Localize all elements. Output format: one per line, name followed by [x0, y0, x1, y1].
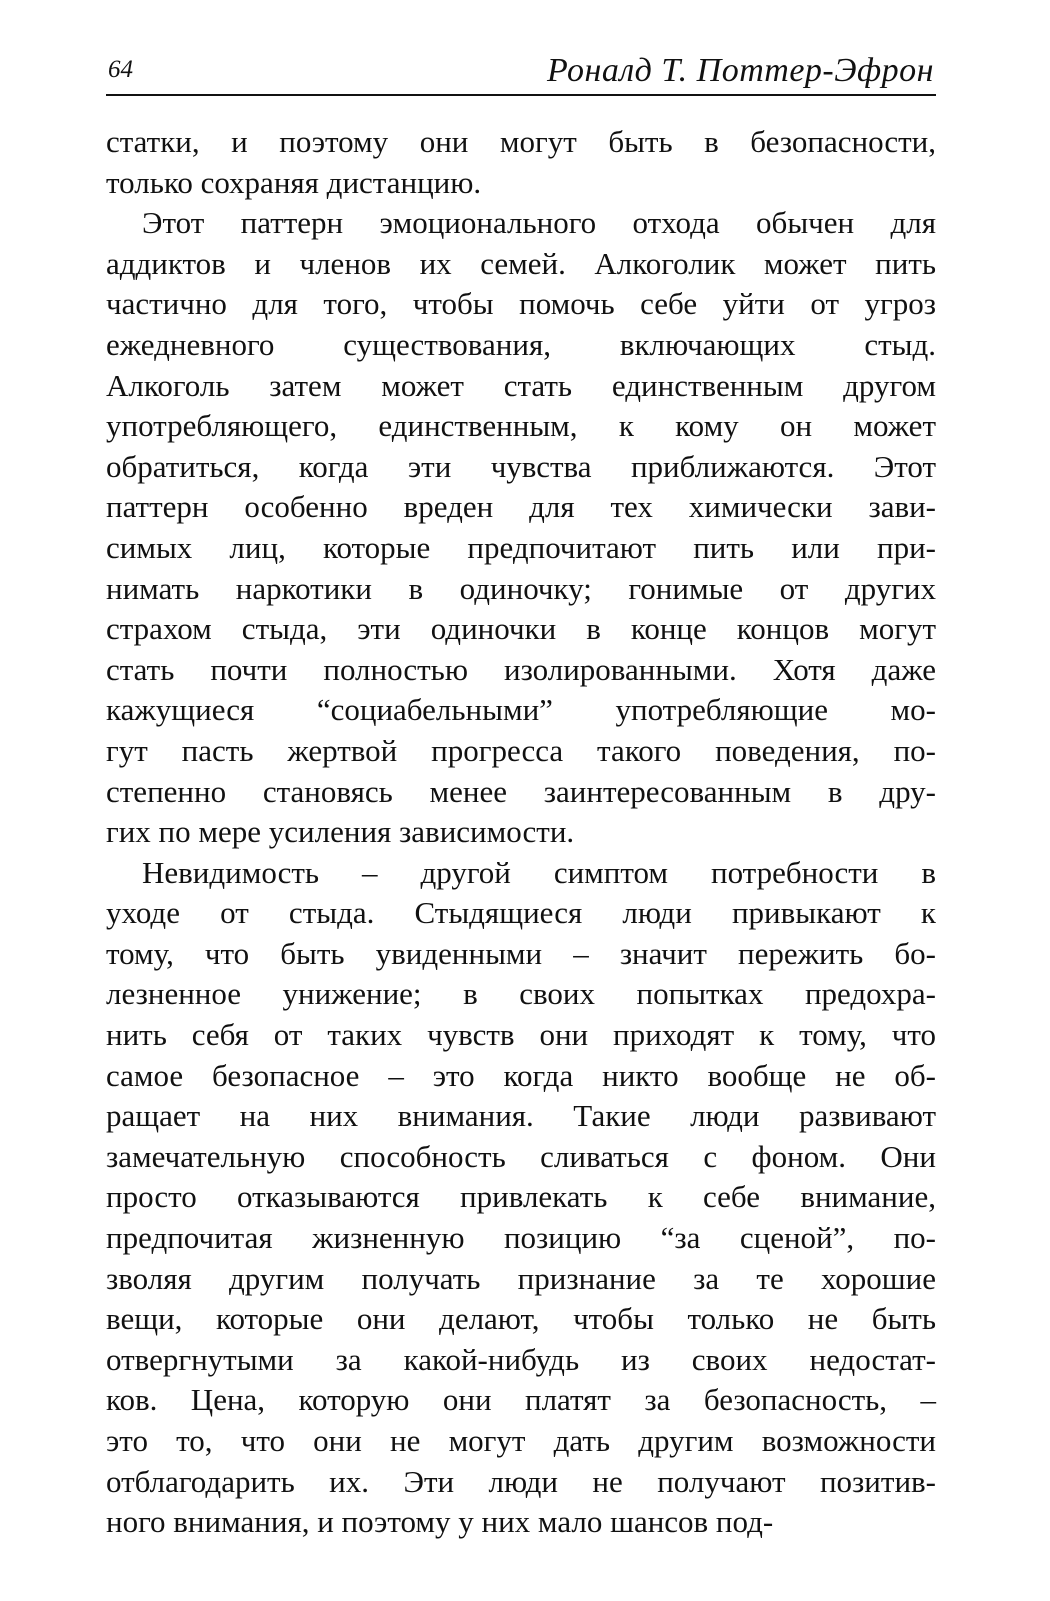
text-line: гут пасть жертвой прогресса такого поведения, по- [106, 732, 936, 768]
text-line: отблагодарить их. Эти люди не получают позитив- [106, 1463, 936, 1499]
text-line: предпочитая жизненную позицию “за сценой”, по- [106, 1220, 936, 1256]
text-line: зволяя другим получать признание за те хорошие [106, 1260, 936, 1296]
text-line: замечательную способность сливаться с фоном. Они [106, 1138, 936, 1174]
text-line: тому, что быть увиденными – значит пережить бо- [106, 935, 936, 971]
text-line: статки, и поэтому они могут быть в безопасности, [106, 124, 936, 159]
text-line: нить себя от таких чувств они приходят к тому, что [106, 1017, 936, 1053]
text-line: стать почти полностью изолированными. Хотя даже [106, 651, 936, 687]
text-line: ков. Цена, которую они платят за безопасность, – [106, 1382, 936, 1418]
running-head: Роналд Т. Поттер-Эфрон [546, 52, 934, 89]
page-number: 64 [108, 56, 133, 83]
text-line: ного внимания, и поэтому у них мало шансов под- [106, 1504, 774, 1540]
body-text [106, 122, 936, 1543]
text-line: кажущиеся “социабельными” употребляющие мо- [106, 692, 936, 728]
text-line: страхом стыда, эти одиночки в конце концов могут [106, 611, 936, 647]
paragraph [106, 203, 936, 853]
text-line: отвергнутыми за какой-нибудь из своих недостат- [106, 1341, 936, 1377]
text-line: вещи, которые они делают, чтобы только не быть [106, 1301, 936, 1337]
text-line: степенно становясь менее заинтересованным в дру- [106, 773, 936, 809]
text-line: симых лиц, которые предпочитают пить или при- [106, 529, 936, 565]
text-line: частично для того, чтобы помочь себе уйти от угроз [106, 286, 936, 322]
text-line: паттерн особенно вреден для тех химически зави- [106, 489, 936, 525]
text-line: обратиться, когда эти чувства приближаются. Этот [106, 448, 936, 484]
text-line: употребляющего, единственным, к кому он может [106, 408, 936, 444]
header-rule [106, 94, 936, 96]
text-line: это то, что они не могут дать другим возможности [106, 1423, 936, 1458]
text-line: аддиктов и членов их семей. Алкоголик может пить [106, 245, 936, 281]
text-line: ежедневного существования, включающих стыд. [106, 326, 936, 362]
paragraph [106, 122, 936, 203]
text-line: Невидимость – другой симптом потребности в [142, 854, 936, 890]
text-line: просто отказываются привлекать к себе внимание, [106, 1179, 936, 1215]
page-header [106, 50, 934, 94]
text-line: только сохраняя дистанцию. [106, 164, 482, 200]
text-line: нимать наркотики в одиночку; гонимые от других [106, 570, 936, 606]
text-line: лезненное унижение; в своих попытках предохра- [106, 976, 936, 1012]
text-line: Алкоголь затем может стать единственным другом [106, 367, 936, 403]
text-line: самое безопасное – это когда никто вообще не об- [106, 1057, 936, 1093]
text-line: гих по мере усиления зависимости. [106, 814, 575, 850]
text-line: Этот паттерн эмоционального отхода обычен для [142, 205, 936, 241]
text-line: ращает на них внимания. Такие люди развивают [106, 1098, 936, 1134]
text-line: уходе от стыда. Стыдящиеся люди привыкают к [106, 895, 936, 931]
paragraph [106, 853, 936, 1543]
